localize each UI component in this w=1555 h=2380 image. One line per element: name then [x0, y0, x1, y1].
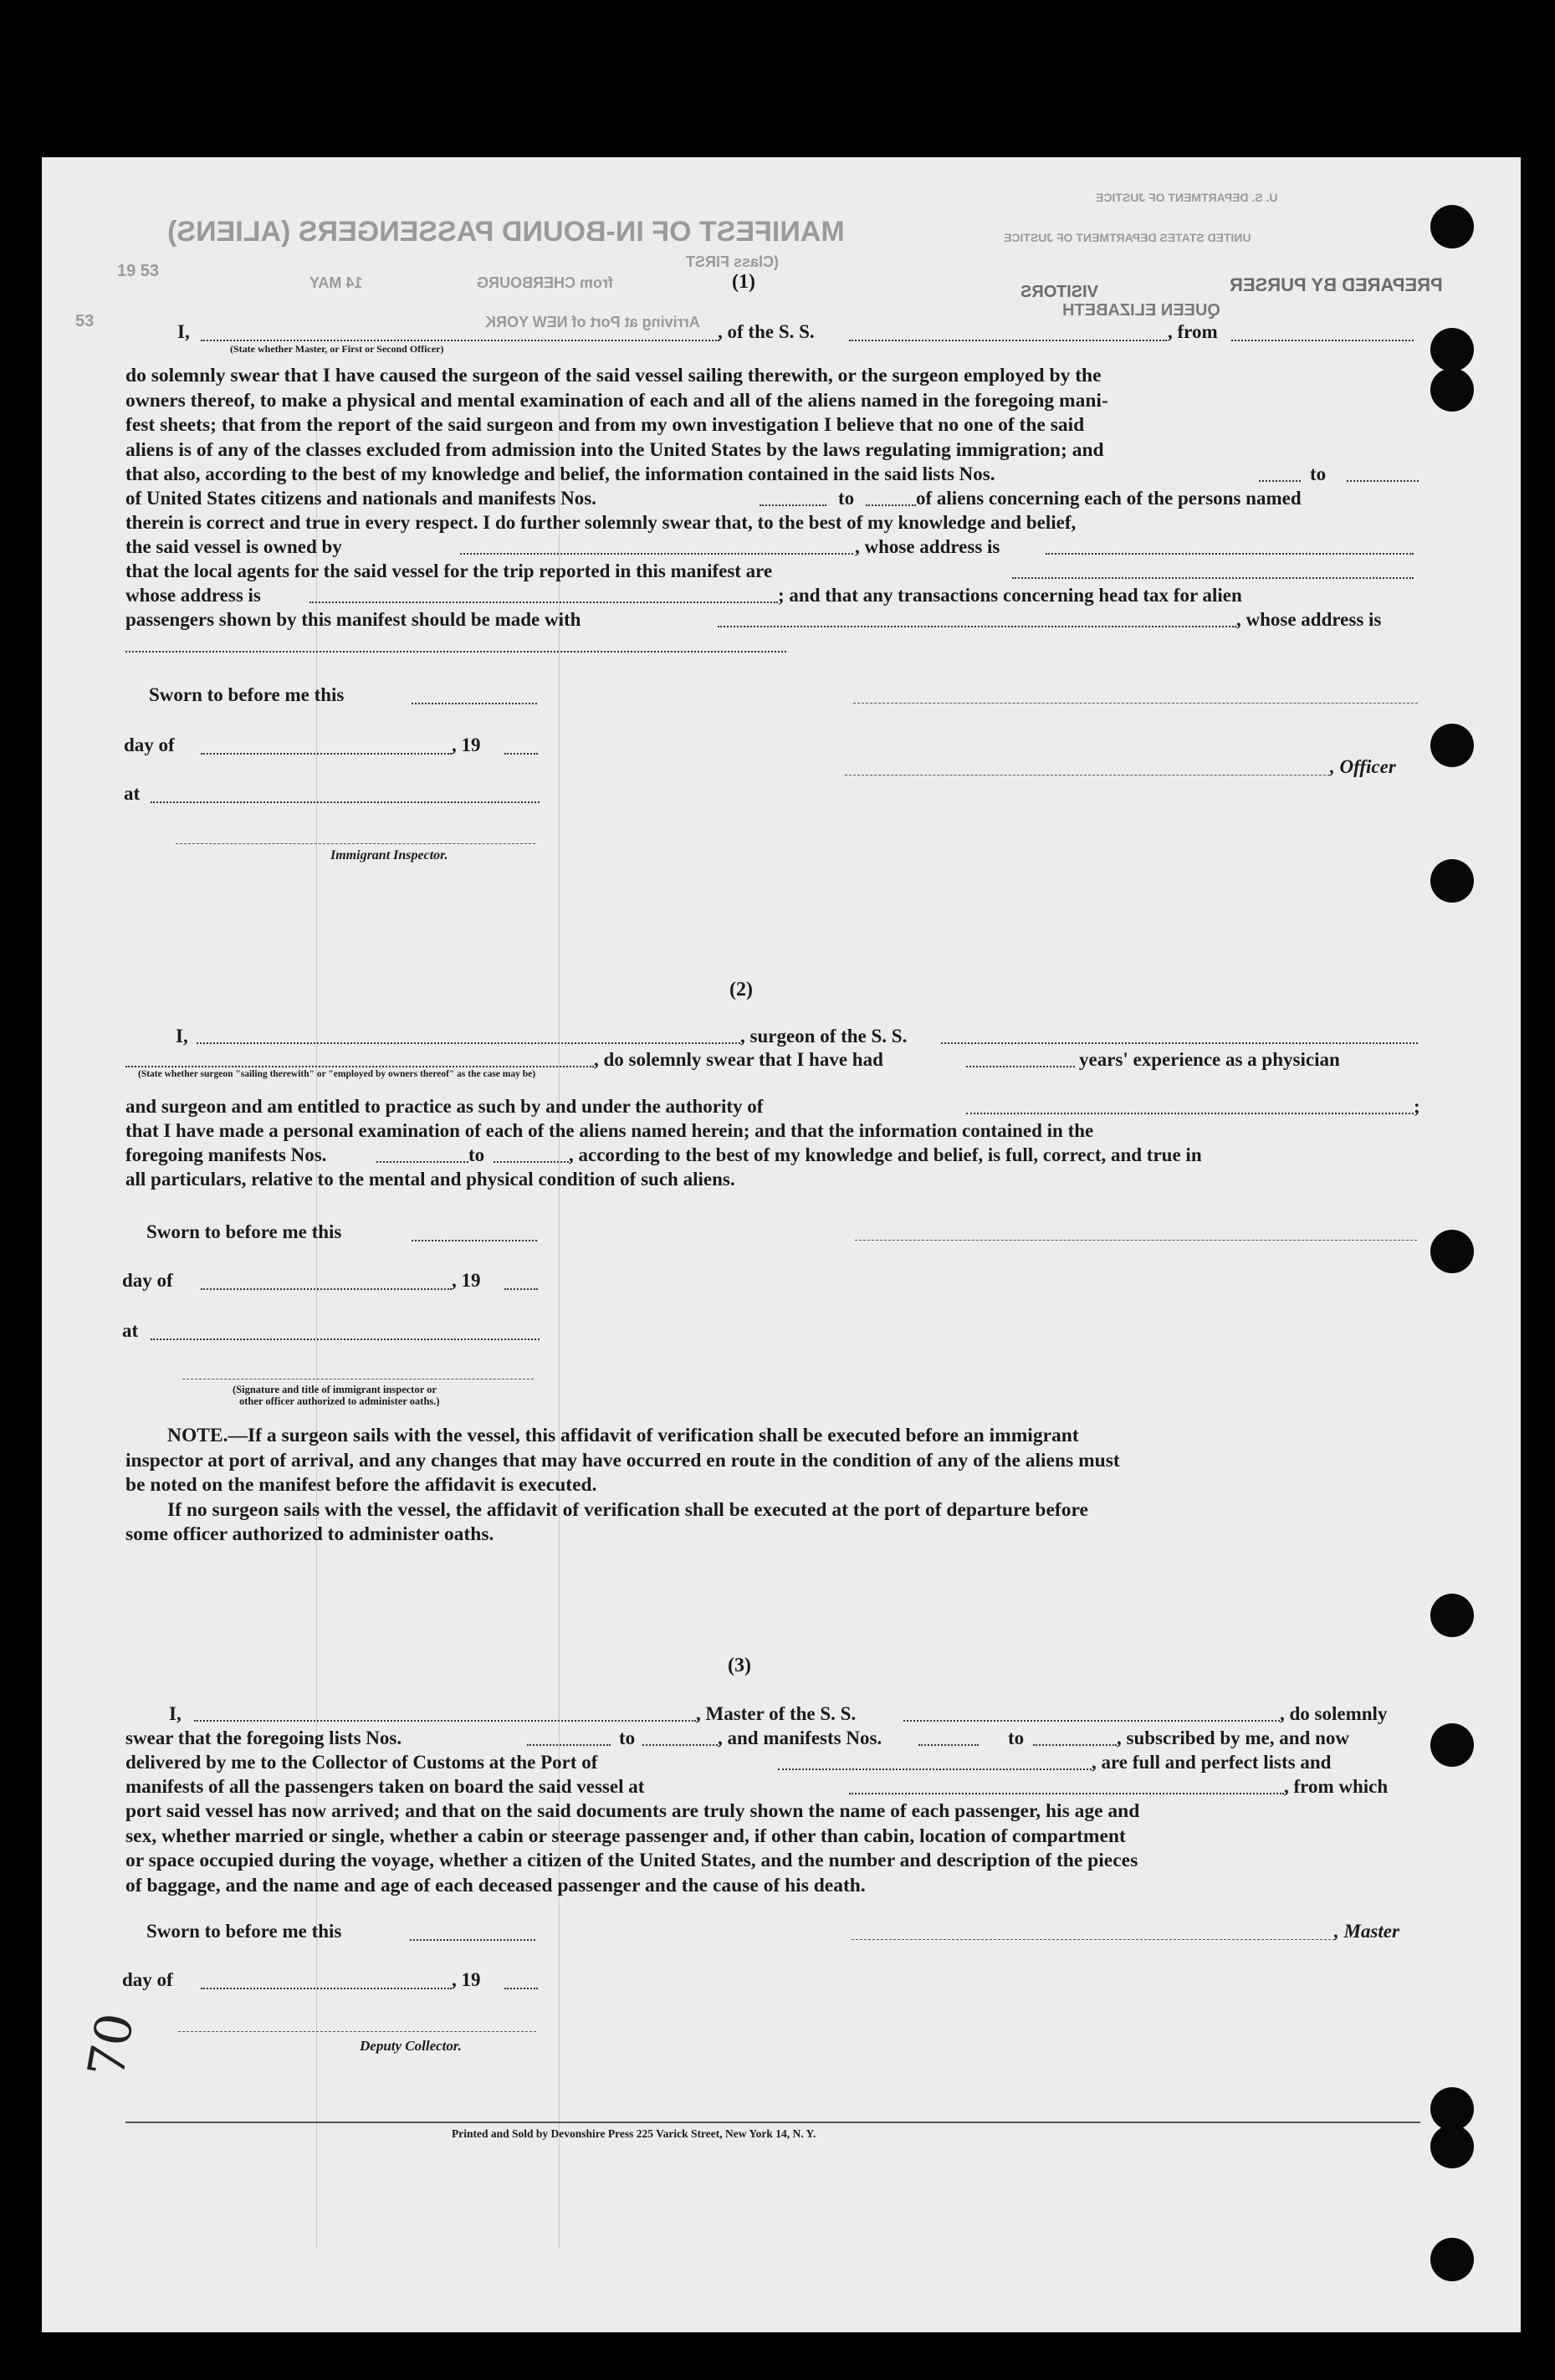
punch-hole: [1430, 2125, 1474, 2168]
officer-name-blank[interactable]: [201, 340, 719, 341]
local-agents-blank[interactable]: [1012, 577, 1414, 579]
punch-hole: [1430, 2238, 1474, 2281]
note-label: NOTE.: [167, 1425, 228, 1446]
section-2-number: (2): [729, 979, 753, 1001]
years-experience-label: years' experience as a physician: [1079, 1049, 1340, 1070]
punch-hole: [1430, 859, 1474, 903]
sworn-label-2: Sworn to before me this: [146, 1221, 342, 1242]
year-19-label-3: , 19: [452, 1969, 481, 1990]
punch-hole: [1430, 1723, 1474, 1767]
manifests-to-blank[interactable]: [866, 504, 916, 506]
section-1-body: do solemnly swear that I have caused the surgeon of the said vessel sailing therewith, or the surgeon employed by the owners thereof, to make a physical and mental examination of each and all of the aliens named in the foregoing mani- fest sheets; that from the report of the said surgeon and from my own investigation I believe that no one of the said aliens is of any of the classes excluded from admission into the United States by the laws regulating immigration; and: [125, 365, 1108, 461]
officer-caption: (State whether Master, or First or Second Officer): [230, 343, 444, 355]
bleed-through-date: 14 MAY: [309, 274, 363, 291]
note-paragraph: NOTE.—If a surgeon sails with the vessel, this affidavit of verification shall be executed before an immigrant inspector at port of arrival, and any changes that may have occurred en route in the condition of any of the aliens must be noted on the manifest before the affidavit is executed. If no surgeon sails with the vessel, the affidavit of verification shall be executed at the port of departure before some officer authorized to administer oaths.: [125, 1425, 1120, 1545]
document-page: [42, 157, 1521, 2332]
punch-hole: [1430, 1230, 1474, 1273]
surgeon-of-label: , surgeon of the S. S.: [740, 1026, 908, 1047]
deputy-collector-line[interactable]: [178, 2031, 536, 2032]
at-place-blank-2[interactable]: [151, 1338, 540, 1340]
surgeon-name-blank[interactable]: [197, 1042, 740, 1044]
years-blank[interactable]: [966, 1066, 1075, 1067]
section-3-number: (3): [728, 1655, 751, 1676]
officer-signature-line[interactable]: [853, 703, 1418, 704]
master-name-blank[interactable]: [194, 1720, 696, 1722]
bleed-through-from: from CHERBOURG: [477, 274, 614, 291]
punch-hole: [1430, 205, 1474, 248]
year-blank-1[interactable]: [504, 753, 538, 755]
lists-nos-to-blank[interactable]: [642, 1744, 718, 1746]
surgeon-vessel-blank[interactable]: [941, 1042, 1418, 1044]
lists-from-blank[interactable]: [1259, 480, 1301, 482]
footer-rule: [125, 2122, 1420, 2123]
personal-examination-line: that I have made a personal examination of each of the aliens named herein; and that the information contained in the: [125, 1120, 1094, 1141]
bleed-through-dept: UNITED STATES DEPARTMENT OF JUSTICE: [1004, 231, 1251, 244]
foregoing-lists-line: swear that the foregoing lists Nos.: [125, 1727, 402, 1748]
are-full-text: , are full and perfect lists and: [1092, 1752, 1332, 1773]
do-solemnly-surgeon: , do solemnly swear that I have had: [594, 1049, 883, 1070]
and-manifests-label: , and manifests Nos.: [718, 1727, 882, 1748]
day-of-blank-1[interactable]: [201, 753, 452, 755]
owner-address-blank[interactable]: [1046, 553, 1414, 555]
bleed-through-prepared-by: PREPARED BY PURSER: [1230, 274, 1443, 295]
bleed-through-year: 19 53: [117, 262, 160, 280]
section-2-i: I,: [176, 1026, 188, 1047]
head-tax-address-blank[interactable]: [125, 651, 786, 653]
fold-line: [559, 408, 560, 2249]
at-place-blank-1[interactable]: [151, 801, 540, 803]
head-tax-line: passengers shown by this manifest should be made with: [125, 609, 581, 630]
correct-and-true-line: therein is correct and true in every respect. I do further solemnly swear that, to the best of my knowledge and belief,: [125, 512, 1077, 533]
punch-hole: [1430, 724, 1474, 767]
local-agents-line: that the local agents for the said vessel for the trip reported in this manifest are: [125, 560, 773, 581]
port-blank[interactable]: [778, 1768, 1092, 1770]
owned-by-line: the said vessel is owned by: [125, 536, 342, 557]
bleed-through-vessel: QUEEN ELIZABETH: [1062, 301, 1220, 320]
signature-caption-1: (Signature and title of immigrant inspector or: [233, 1384, 437, 1395]
section-3-body: port said vessel has now arrived; and that on the said documents are truly shown the name of each passenger, his age and sex, whether married or single, whether a cabin or steerage passenger and, if other than cabin, location of compartment or space occupied during the voyage, whether a citizen of the United States, and the number and description of the pieces of baggage, and the name and age of each deceased passenger and the cause of his death.: [125, 1800, 1140, 1896]
punch-hole: [1430, 1594, 1474, 1637]
sworn-date-blank-1[interactable]: [412, 703, 537, 704]
sworn-label-1: Sworn to before me this: [149, 684, 345, 705]
passengers-taken-line: manifests of all the passengers taken on board the said vessel at: [125, 1776, 645, 1797]
from-port-blank[interactable]: [1231, 340, 1414, 341]
bleed-through-us-dept: U. S. DEPARTMENT OF JUSTICE: [1096, 191, 1278, 204]
owner-blank[interactable]: [460, 553, 853, 555]
vessel-name-blank[interactable]: [849, 340, 1167, 341]
at-label-2: at: [122, 1320, 139, 1341]
aliens-concerning: of aliens concerning each of the persons named: [916, 488, 1302, 509]
immigrant-inspector-label: Immigrant Inspector.: [330, 848, 448, 862]
master-signature-line[interactable]: [852, 1939, 1335, 1940]
section-1-i: I,: [177, 321, 190, 342]
day-of-label-1: day of: [124, 734, 175, 755]
day-of-label-2: day of: [122, 1270, 173, 1291]
lists-to-blank[interactable]: [1347, 480, 1419, 482]
manifests-nos-line: of United States citizens and nationals and manifests Nos.: [125, 488, 596, 509]
from-label: , from: [1168, 321, 1218, 342]
section-3-i: I,: [169, 1703, 182, 1724]
from-which-text: , from which: [1284, 1776, 1389, 1797]
foregoing-manifests-line: foregoing manifests Nos.: [125, 1144, 327, 1165]
manifests-nos-from-blank[interactable]: [918, 1744, 979, 1746]
sailing-therewith-blank[interactable]: [125, 1066, 594, 1067]
to-label-5: to: [1008, 1727, 1025, 1748]
surgeon-signature-line[interactable]: [855, 1240, 1417, 1241]
sworn-label-3: Sworn to before me this: [146, 1921, 342, 1942]
bleed-through-num: 53: [75, 312, 95, 330]
punch-hole: [1430, 328, 1474, 371]
to-label-3: to: [468, 1144, 485, 1165]
master-of-label: , Master of the S. S.: [696, 1703, 857, 1724]
punch-hole: [1430, 368, 1474, 412]
transactions-text: ; and that any transactions concerning head tax for alien: [778, 585, 1242, 606]
surgeon-caption: (State whether surgeon "sailing therewith" or "employed by owners thereof" as the case may be): [138, 1069, 536, 1079]
manifests-nos-to-blank[interactable]: [1033, 1744, 1117, 1746]
master-label: , Master: [1334, 1921, 1399, 1942]
foregoing-to-blank[interactable]: [494, 1161, 569, 1163]
agent-address-blank[interactable]: [309, 601, 778, 603]
to-label-2: to: [838, 488, 855, 509]
bleed-through-title: MANIFEST OF IN-BOUND PASSENGERS (ALIENS): [167, 216, 845, 248]
subscribed-text: , subscribed by me, and now: [1117, 1727, 1349, 1748]
lists-nos-line: that also, according to the best of my knowledge and belief, the information contained in the said lists Nos.: [125, 463, 995, 484]
according-text: , according to the best of my knowledge and belief, is full, correct, and true in: [569, 1144, 1202, 1165]
printer-footer: Printed and Sold by Devonshire Press 225 Varick Street, New York 14, N. Y.: [452, 2127, 816, 2140]
head-tax-party-blank[interactable]: [718, 626, 1236, 627]
of-the-ss-label: , of the S. S.: [718, 321, 815, 342]
section-1-number: (1): [732, 271, 755, 293]
semicolon: ;: [1414, 1096, 1420, 1117]
bleed-through-class: (Class FIRST: [686, 253, 780, 270]
at-label-1: at: [124, 783, 141, 804]
embarkation-port-blank[interactable]: [849, 1793, 1284, 1794]
bleed-through-arriving: Arriving at Port of NEW YORK: [485, 314, 700, 330]
authority-blank[interactable]: [966, 1113, 1414, 1114]
whose-address-line: whose address is: [125, 585, 261, 606]
foregoing-from-blank[interactable]: [376, 1161, 468, 1163]
sworn-date-blank-2[interactable]: [412, 1240, 537, 1241]
lists-nos-from-blank[interactable]: [527, 1744, 611, 1746]
year-19-label-2: , 19: [452, 1270, 481, 1291]
all-particulars-line: all particulars, relative to the mental and physical condition of such aliens.: [125, 1169, 735, 1190]
signature-caption-2: other officer authorized to administer oaths.): [239, 1395, 440, 1407]
bleed-through-visitors: VISITORS: [1020, 283, 1098, 301]
whose-address-label: , whose address is: [855, 536, 1000, 557]
collector-line: delivered by me to the Collector of Customs at the Port of: [125, 1752, 598, 1773]
day-of-blank-2[interactable]: [201, 1288, 452, 1290]
do-solemnly-master: , do solemnly: [1280, 1703, 1388, 1724]
master-vessel-blank[interactable]: [903, 1720, 1280, 1722]
manifests-from-blank[interactable]: [760, 504, 826, 506]
to-label-4: to: [619, 1727, 636, 1748]
practice-authority-line: and surgeon and am entitled to practice as such by and under the authority of: [125, 1096, 764, 1117]
year-19-label-1: , 19: [452, 734, 481, 755]
year-blank-2[interactable]: [504, 1288, 538, 1290]
year-blank-3[interactable]: [504, 1988, 538, 1989]
inspector-signature-line-1[interactable]: [176, 843, 535, 844]
deputy-collector-label: Deputy Collector.: [360, 2038, 462, 2054]
officer-label: , Officer: [1330, 756, 1396, 777]
whose-address-label-2: , whose address is: [1236, 609, 1382, 630]
sworn-date-blank-3[interactable]: [410, 1939, 535, 1941]
handwritten-number: 70: [77, 2009, 146, 2082]
to-label-1: to: [1310, 463, 1327, 484]
day-of-blank-3[interactable]: [201, 1988, 452, 1989]
day-of-label-3: day of: [122, 1969, 173, 1990]
